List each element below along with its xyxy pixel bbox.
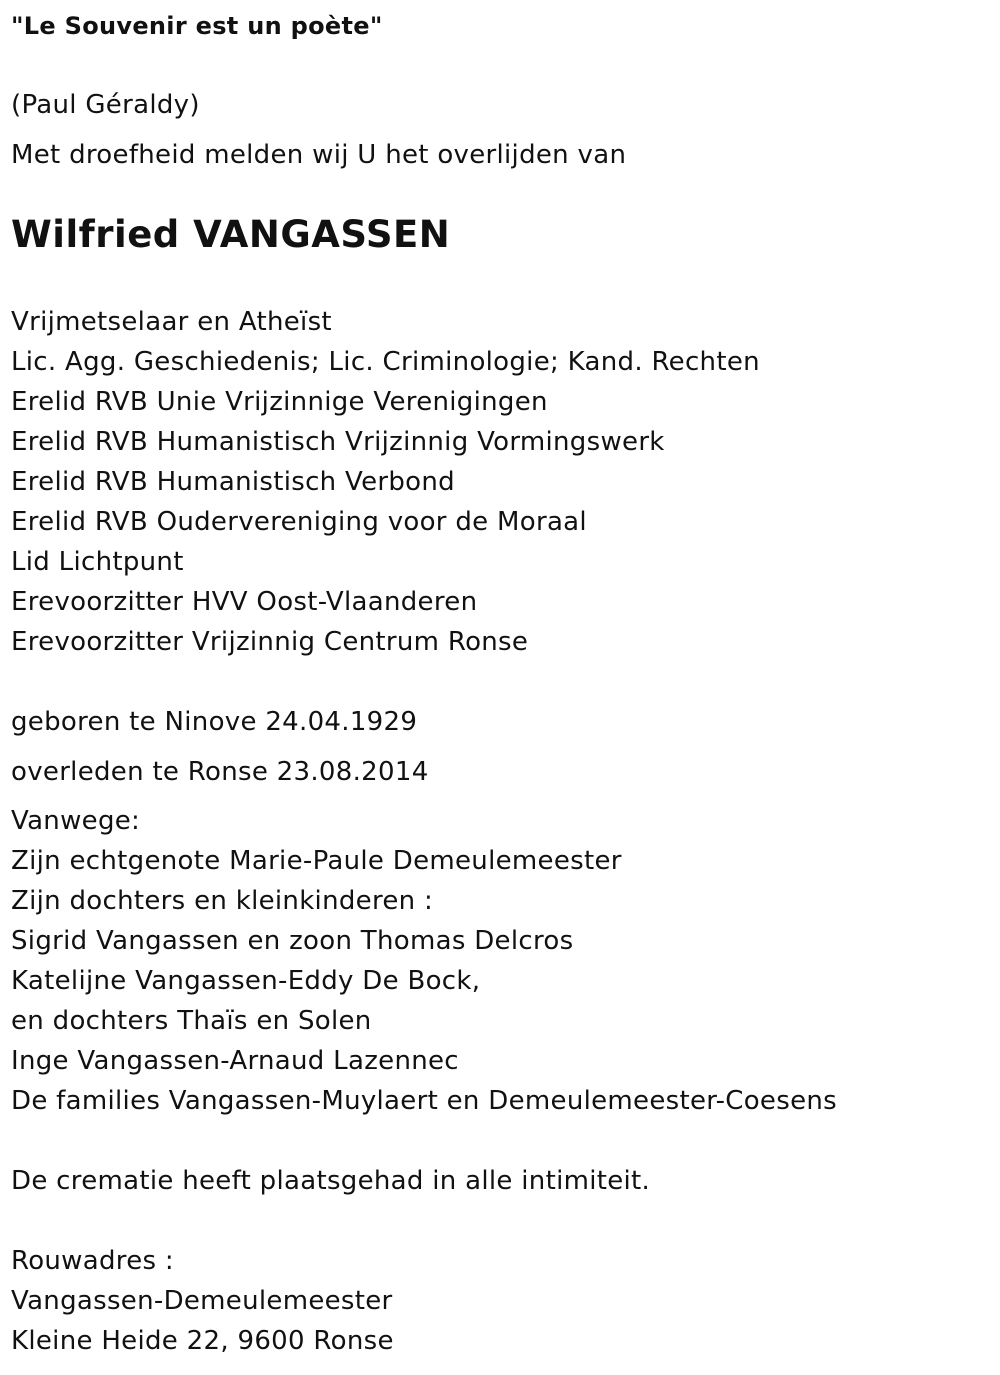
family-line: en dochters Thaïs en Solen: [11, 1006, 372, 1036]
title-line: Erelid RVB Humanistisch Verbond: [11, 467, 455, 497]
birth-info: geboren te Ninove 24.04.1929: [11, 707, 418, 737]
title-line: Vrijmetselaar en Atheïst: [11, 307, 332, 337]
title-line: Lic. Agg. Geschiedenis; Lic. Criminologie; Kand. Rechten: [11, 347, 760, 377]
quote-author: (Paul Géraldy): [11, 90, 200, 120]
title-line: Erevoorzitter Vrijzinnig Centrum Ronse: [11, 627, 529, 657]
title-line: Erevoorzitter HVV Oost-Vlaanderen: [11, 587, 478, 617]
deceased-name: Wilfried VANGASSEN: [11, 213, 451, 256]
quote: "Le Souvenir est un poète": [11, 12, 383, 40]
family-line: Zijn dochters en kleinkinderen :: [11, 886, 434, 916]
family-line: Katelijne Vangassen-Eddy De Bock,: [11, 966, 481, 996]
title-line: Erelid RVB Oudervereniging voor de Moraal: [11, 507, 587, 537]
title-line: Erelid RVB Humanistisch Vrijzinnig Vormingswerk: [11, 427, 665, 457]
address-line: Kleine Heide 22, 9600 Ronse: [11, 1326, 394, 1356]
address-line: Vangassen-Demeulemeester: [11, 1286, 393, 1316]
family-line: Inge Vangassen-Arnaud Lazennec: [11, 1046, 459, 1076]
family-line: Sigrid Vangassen en zoon Thomas Delcros: [11, 926, 574, 956]
title-line: Erelid RVB Unie Vrijzinnige Verenigingen: [11, 387, 548, 417]
family-line: De families Vangassen-Muylaert en Demeulemeester-Coesens: [11, 1086, 837, 1116]
family-line: Vanwege:: [11, 806, 141, 836]
family-line: Zijn echtgenote Marie-Paule Demeulemeester: [11, 846, 622, 876]
death-info: overleden te Ronse 23.08.2014: [11, 757, 429, 787]
cremation-note: De crematie heeft plaatsgehad in alle intimiteit.: [11, 1166, 651, 1196]
intro-text: Met droefheid melden wij U het overlijden van: [11, 140, 627, 170]
title-line: Lid Lichtpunt: [11, 547, 184, 577]
address-line: Rouwadres :: [11, 1246, 174, 1276]
